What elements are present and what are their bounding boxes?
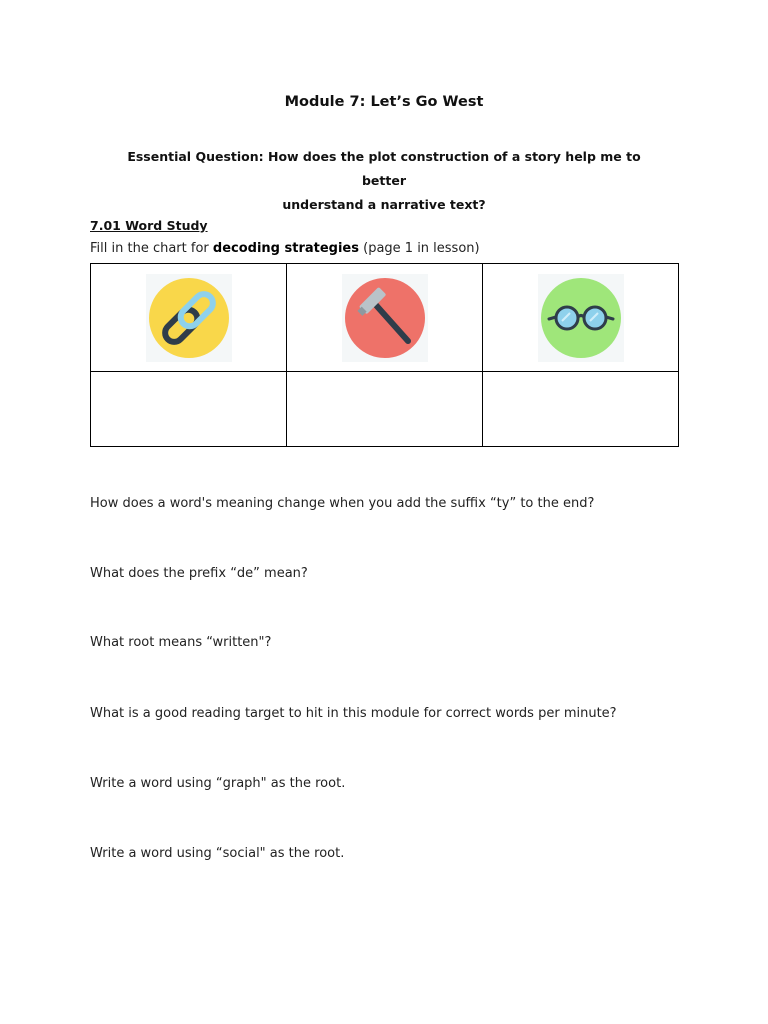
question-root-social: Write a word using “social" as the root. bbox=[90, 846, 345, 861]
chart-instruction bbox=[90, 241, 480, 256]
chart-answer-cell-3[interactable] bbox=[483, 372, 679, 447]
section-heading: 7.01 Word Study bbox=[90, 218, 208, 233]
chart-answer-row bbox=[91, 372, 679, 447]
question-reading-target: What is a good reading target to hit in this module for correct words per minute? bbox=[90, 706, 617, 721]
chain-link-icon bbox=[146, 274, 232, 362]
instruction-bold: decoding strategies bbox=[212, 241, 359, 256]
glasses-icon bbox=[538, 274, 624, 362]
chart-answer-cell-1[interactable] bbox=[91, 372, 287, 447]
question-prefix-de: What does the prefix “de” mean? bbox=[90, 566, 308, 581]
essential-question-line-1: Essential Question: How does the plot construction of a story help me to better bbox=[127, 149, 641, 188]
chart-icon-row bbox=[91, 264, 679, 372]
chart-cell-hammer bbox=[287, 264, 483, 372]
decoding-strategies-chart bbox=[90, 263, 679, 447]
essential-question bbox=[110, 145, 658, 217]
instruction-suffix: (page 1 in lesson) bbox=[358, 241, 480, 256]
chart-cell-glasses bbox=[483, 264, 679, 372]
question-root-written: What root means “written"? bbox=[90, 635, 272, 650]
page-title: Module 7: Let’s Go West bbox=[284, 94, 484, 110]
chart-answer-cell-2[interactable] bbox=[287, 372, 483, 447]
essential-question-line-2: understand a narrative text? bbox=[282, 197, 486, 212]
question-root-graph: Write a word using “graph" as the root. bbox=[90, 776, 346, 791]
hammer-icon bbox=[342, 274, 428, 362]
instruction-prefix: Fill in the chart for bbox=[90, 241, 213, 256]
question-suffix-ty: How does a word's meaning change when you add the suffix “ty” to the end? bbox=[90, 496, 595, 511]
chart-cell-link bbox=[91, 264, 287, 372]
